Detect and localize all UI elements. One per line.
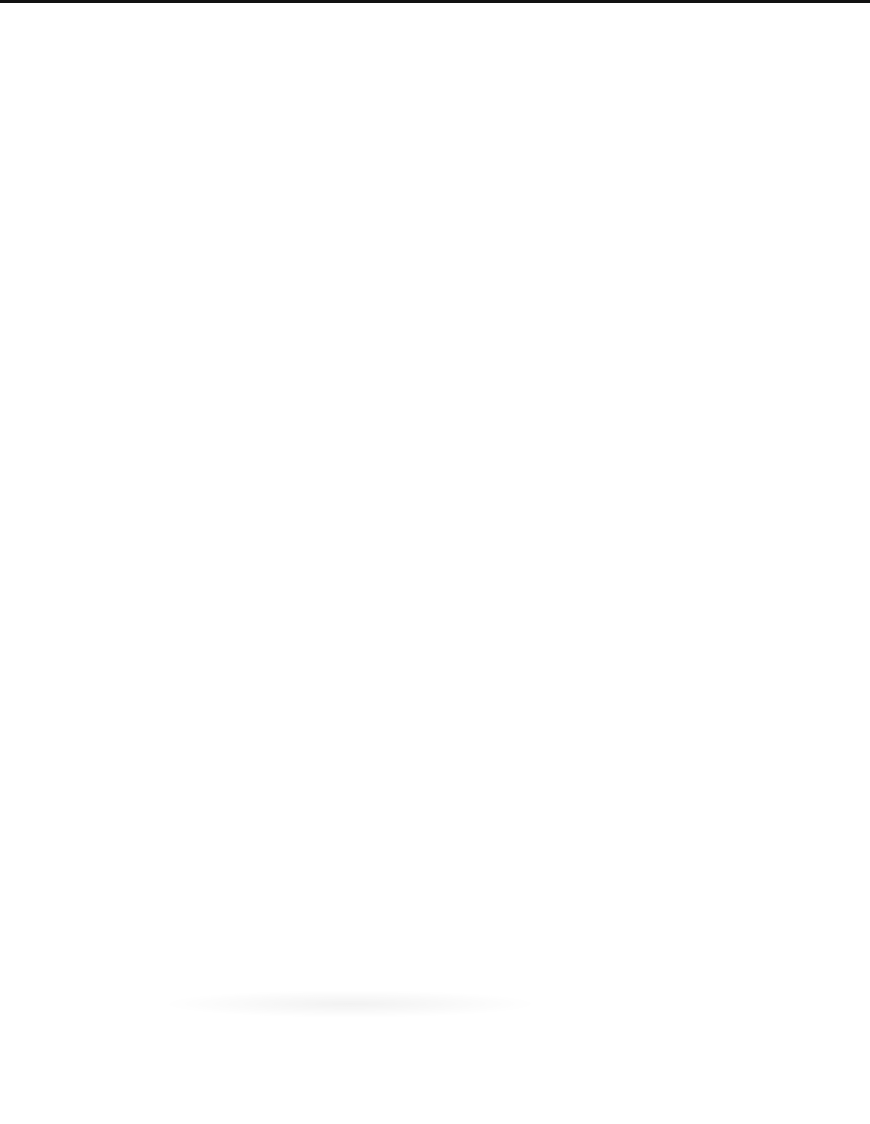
- page-shadow: [160, 990, 540, 1018]
